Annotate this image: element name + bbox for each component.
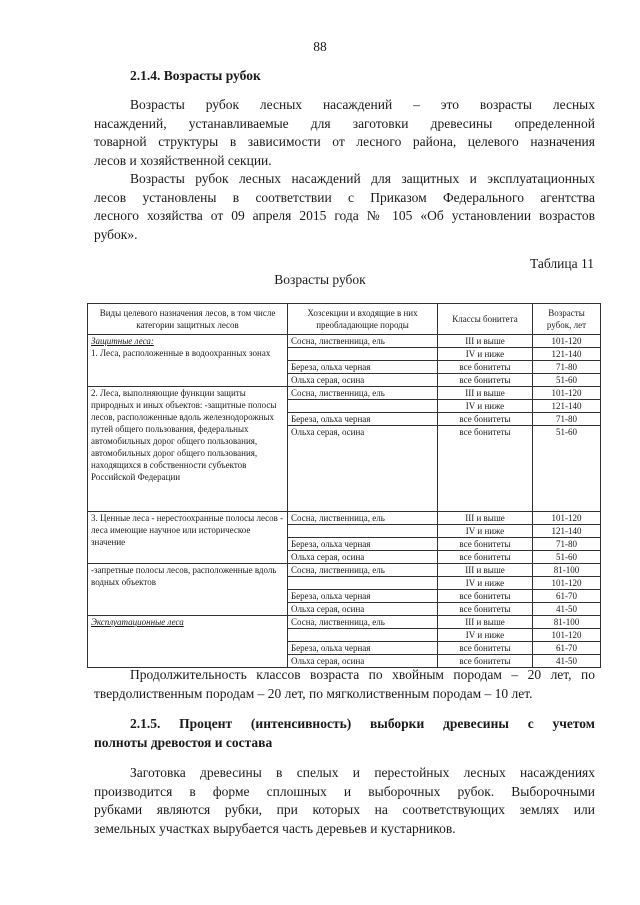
age-cell: 121-140 xyxy=(533,400,601,413)
age-cell: 51-60 xyxy=(533,426,601,512)
text-line: лесов и хозяйственной секции. xyxy=(94,152,272,168)
table-row xyxy=(88,512,601,525)
text-line: производится в форме сплошных и выборочных рубок. Выборочными xyxy=(94,783,595,799)
age-cell: 61-70 xyxy=(533,642,601,655)
species-cell: Сосна, лиственница, ель xyxy=(288,335,438,348)
bonitet-cell: III и выше xyxy=(438,387,533,400)
species-cell: Ольха серая, осина xyxy=(288,551,438,564)
bonitet-cell: IV и ниже xyxy=(438,348,533,361)
age-cell: 121-140 xyxy=(533,525,601,538)
text-line: земельных участках вырубается часть деревьев и кустарников. xyxy=(94,820,456,836)
bonitet-cell: IV и ниже xyxy=(438,577,533,590)
bonitet-cell: все бонитеты xyxy=(438,590,533,603)
category-cell: 3. Ценные леса - нерестоохранные полосы лесов - леса имеющие научное или историческое значение xyxy=(88,512,288,564)
paragraph-age-class-duration xyxy=(94,666,595,703)
age-cell: 101-120 xyxy=(533,512,601,525)
table-header-row xyxy=(88,304,601,335)
text-line: Заготовка древесины в спелых и перестойных лесных насаждениях xyxy=(130,765,595,780)
bonitet-cell: IV и ниже xyxy=(438,400,533,413)
species-cell: Ольха серая, осина xyxy=(288,603,438,616)
age-cell: 81-100 xyxy=(533,616,601,629)
age-cell: 41-50 xyxy=(533,603,601,616)
age-cell: 71-80 xyxy=(533,361,601,374)
age-cell: 101-120 xyxy=(533,387,601,400)
bonitet-cell: IV и ниже xyxy=(438,525,533,538)
bonitet-cell: IV и ниже xyxy=(438,629,533,642)
age-cell: 101-120 xyxy=(533,335,601,348)
text-line: Продолжительность классов возраста по хвойным породам – 20 лет, по xyxy=(130,667,595,682)
category-text: 1. Леса, расположенные в водоохранных зонах xyxy=(91,348,271,358)
text-line: Возрасты рубок лесных насаждений для защитных и эксплуатационных xyxy=(130,171,595,186)
paragraph-cutting-ages-definition xyxy=(94,96,595,170)
age-cell: 101-120 xyxy=(533,629,601,642)
age-cell: 71-80 xyxy=(533,538,601,551)
age-cell: 51-60 xyxy=(533,374,601,387)
age-cell: 71-80 xyxy=(533,413,601,426)
header-species: Хозсекции и входящие в них преобладающие породы xyxy=(288,304,438,335)
age-cell: 41-50 xyxy=(533,655,601,668)
bonitet-cell: все бонитеты xyxy=(438,603,533,616)
species-cell: Ольха серая, осина xyxy=(288,374,438,387)
age-cell: 81-100 xyxy=(533,564,601,577)
table-row xyxy=(88,335,601,348)
species-cell: Сосна, лиственница, ель xyxy=(288,564,438,577)
species-cell xyxy=(288,577,438,590)
category-cell: -запретные полосы лесов, расположенные вдоль водных объектов xyxy=(88,564,288,616)
bonitet-cell: все бонитеты xyxy=(438,413,533,426)
header-forest-purpose: Виды целевого назначения лесов, в том числе категории защитных лесов xyxy=(88,304,288,335)
age-cell: 101-120 xyxy=(533,577,601,590)
bonitet-cell: III и выше xyxy=(438,564,533,577)
table-row xyxy=(88,616,601,629)
age-cell: 51-60 xyxy=(533,551,601,564)
header-cutting-age: Возрасты рубок, лет xyxy=(533,304,601,335)
bonitet-cell: III и выше xyxy=(438,512,533,525)
text-line: Возрасты рубок лесных насаждений – это возрасты лесных xyxy=(130,97,595,112)
section-heading-2-1-4: 2.1.4. Возрасты рубок xyxy=(130,68,261,83)
species-cell: Береза, ольха черная xyxy=(288,361,438,374)
bonitet-cell: все бонитеты xyxy=(438,642,533,655)
paragraph-order-reference xyxy=(94,170,595,244)
bonitet-cell: III и выше xyxy=(438,335,533,348)
text-line: товарной структуры в зависимости от лесного района, целевого назначения xyxy=(94,134,595,149)
bonitet-cell: все бонитеты xyxy=(438,551,533,564)
category-cell xyxy=(88,335,288,387)
bonitet-cell: III и выше xyxy=(438,616,533,629)
text-line: твердолиственным породам – 20 лет, по мягколиственным породам – 10 лет. xyxy=(94,685,533,701)
table-number: Таблица 11 xyxy=(530,256,594,271)
category-cell: Эксплуатационные леса xyxy=(88,616,288,668)
table-row xyxy=(88,564,601,577)
species-cell: Сосна, лиственница, ель xyxy=(288,616,438,629)
species-cell xyxy=(288,400,438,413)
bonitet-cell: все бонитеты xyxy=(438,426,533,512)
age-cell: 61-70 xyxy=(533,590,601,603)
bonitet-cell: все бонитеты xyxy=(438,538,533,551)
species-cell xyxy=(288,525,438,538)
text-line: лесного хозяйства от 09 апреля 2015 года № 105 «Об установлении возрастов xyxy=(94,208,595,223)
species-cell: Ольха серая, осина xyxy=(288,426,438,512)
bonitet-cell: все бонитеты xyxy=(438,374,533,387)
category-label: Защитные леса: xyxy=(91,336,154,346)
bonitet-cell: все бонитеты xyxy=(438,361,533,374)
paragraph-harvesting-forms xyxy=(94,764,595,838)
text-line: насаждений, устанавливаемые для заготовки древесины определенной xyxy=(94,115,595,131)
text-line: лесов установлены в соответствии с Приказом Федерального агентства xyxy=(94,189,595,205)
species-cell: Береза, ольха черная xyxy=(288,538,438,551)
header-bonitet: Классы бонитета xyxy=(438,304,533,335)
table-row xyxy=(88,387,601,400)
species-cell: Ольха серая, осина xyxy=(288,655,438,668)
text-line: рубками являются рубки, при которых на соответствующих землях или xyxy=(94,802,595,817)
age-cell: 121-140 xyxy=(533,348,601,361)
section-heading-2-1-5 xyxy=(94,715,595,752)
category-cell: 2. Леса, выполняющие функции защиты природных и иных объектов: -защитные полосы лесов, расположенные вдоль железнодорожных путей общего пользования, федеральных автомобильных дорог общего пользования, автомобильных дорог общего пользования, находящихся в собственности субъектов Российской Федерации xyxy=(88,387,288,512)
species-cell xyxy=(288,348,438,361)
text-line: полноты древостоя и состава xyxy=(94,734,273,750)
text-line: 2.1.5. Процент (интенсивность) выборки древесины с учетом xyxy=(130,716,595,731)
cutting-ages-table xyxy=(87,303,601,668)
species-cell: Сосна, лиственница, ель xyxy=(288,512,438,525)
species-cell xyxy=(288,629,438,642)
species-cell: Береза, ольха черная xyxy=(288,590,438,603)
bonitet-cell: все бонитеты xyxy=(438,655,533,668)
species-cell: Береза, ольха черная xyxy=(288,642,438,655)
page-number: 88 xyxy=(313,39,327,54)
table-title: Возрасты рубок xyxy=(274,272,366,287)
species-cell: Сосна, лиственница, ель xyxy=(288,387,438,400)
text-line: рубок». xyxy=(94,226,138,242)
species-cell: Береза, ольха черная xyxy=(288,413,438,426)
